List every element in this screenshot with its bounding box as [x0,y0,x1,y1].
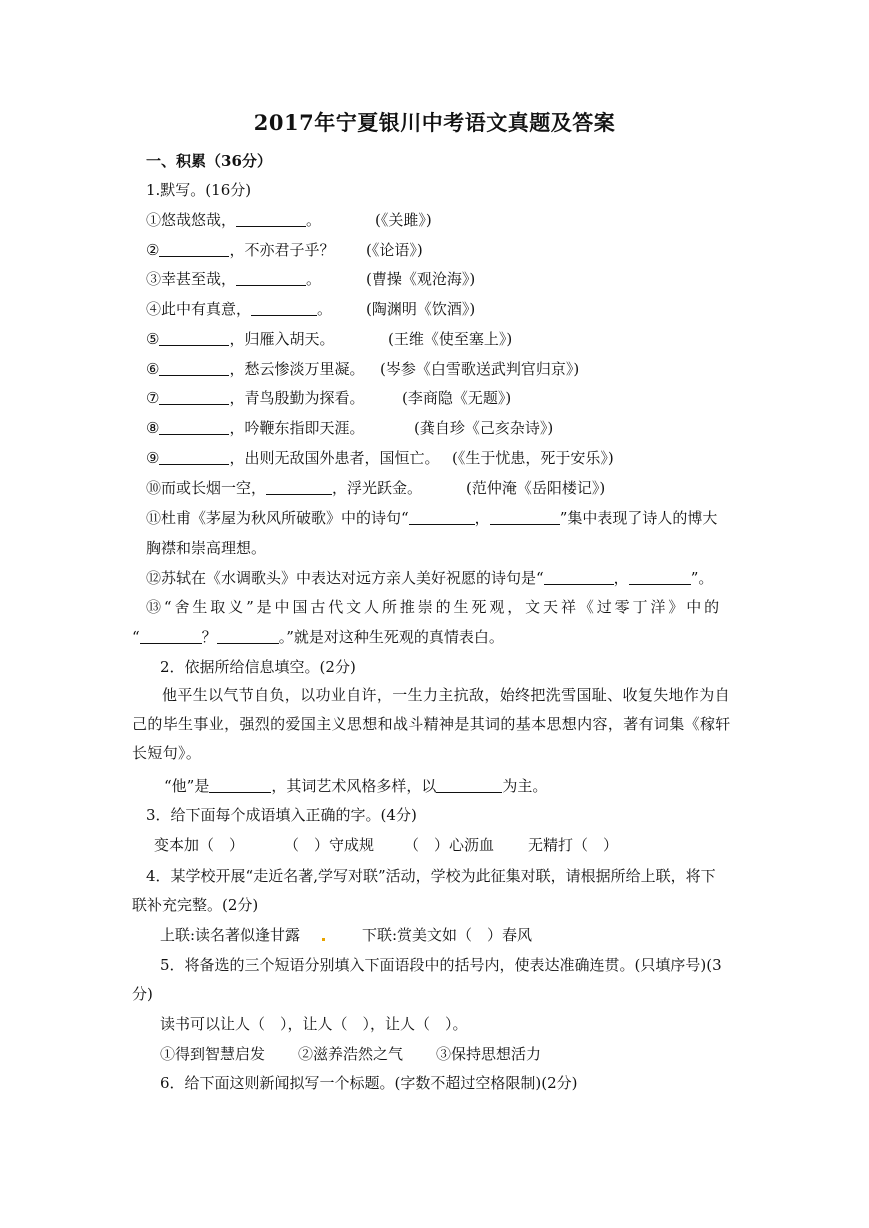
q1-item-3 [146,268,321,290]
q1-item-text: ⑥ [146,360,160,378]
q1-item-text: ③幸甚至哉， [146,270,237,288]
q1-item-text: ⑤ [146,330,160,348]
question-2-passage: 他平生以气节自负，以功业自许，一生力主抗敌，始终把洗雪国耻、收复失地作为自己的毕生事业，强烈的爱国主义思想和战斗精神是其词的基本思想内容，著有词集《稼轩长短句》。 [132,686,731,762]
q1-item-text: 。 [306,270,322,288]
q1-item-text: 。”就是对这种生死观的真情表白。 [278,628,504,646]
q1-item-5 [146,328,334,350]
q1-item-13: ⑬“舍生取义”是中国古代文人所推崇的生死观，文天祥《过零丁洋》中的 [146,598,723,616]
q1-source: (《论语》) [366,241,423,259]
answer-blank[interactable] [236,269,306,286]
q2-text: ，其词艺术风格多样，以 [271,777,437,795]
answer-blank[interactable] [159,240,229,257]
answer-blank[interactable] [159,359,229,376]
couplet-lower: 下联:赏美文如（ ）春风 [362,926,533,944]
emphasis-dot [322,938,325,941]
q1-source: (王维《使至塞上》) [388,330,513,348]
q1-item-text: ⑦ [146,389,160,407]
q1-item-10 [146,477,422,499]
question-3-heading: 3．给下面每个成语填入正确的字。(4分) [146,806,417,824]
q1-item-text: ，出则无敌国外患者，国恒亡。 [229,449,440,467]
q1-item-6 [146,358,364,380]
q1-item-text: ”。 [690,569,714,587]
q1-source: (岑参《白雪歌送武判官归京》) [380,360,580,378]
answer-blank[interactable] [490,508,560,525]
question-4-heading-cont: 联补充完整。(2分) [132,896,259,914]
answer-blank[interactable] [159,418,229,435]
q1-item-text: ⑪杜甫《茅屋为秋风所破歌》中的诗句“ [146,509,409,527]
q1-item-text: ④此中有真意， [146,300,252,318]
answer-blank[interactable] [159,448,229,465]
q1-source: (龚自珍《己亥杂诗》) [414,419,554,437]
q1-item-text: “ [132,628,140,646]
q1-item-9 [146,447,439,469]
question-1-heading: 1.默写。(16分) [146,181,252,199]
idiom-item: 变本加（ ） [154,836,245,854]
q1-item-2 [146,239,334,261]
idiom-item: （ ）守成规 [284,836,375,854]
q1-source: (陶渊明《饮酒》) [366,300,476,318]
answer-blank[interactable] [217,627,279,644]
q1-item-text: ”集中表现了诗人的博大 [559,509,718,527]
answer-blank[interactable] [159,388,229,405]
q1-item-text: 。 [317,300,333,318]
q1-item-text: ⑨ [146,449,160,467]
q1-item-13-cont [132,626,504,648]
q1-item-text: ①悠哉悠哉， [146,211,237,229]
question-5-heading-cont: 分) [132,985,153,1003]
q1-item-text: ，不亦君子乎？ [229,241,335,259]
q1-item-text: 。 [306,211,322,229]
q1-item-text: ，青鸟殷勤为探看。 [229,389,365,407]
q1-item-text: ，愁云惨淡万里凝。 [229,360,365,378]
answer-blank[interactable] [140,627,202,644]
answer-blank[interactable] [251,299,317,316]
question-5-sentence: 读书可以让人（ ），让人（ ），让人（ ）。 [160,1015,468,1033]
section-heading: 一、积累（36分） [146,152,272,170]
q1-item-text: ？ [201,628,217,646]
option-item: ①得到智慧启发 [160,1045,266,1063]
q1-source: (《关雎》) [375,211,432,229]
option-item: ③保持思想活力 [436,1045,542,1063]
q1-item-12 [146,567,713,589]
option-item: ②滋养浩然之气 [298,1045,404,1063]
answer-blank[interactable] [544,568,614,585]
answer-blank[interactable] [159,329,229,346]
q1-item-text: ，吟鞭东指即天涯。 [229,419,365,437]
idiom-item: （ ）心沥血 [404,836,495,854]
answer-blank[interactable] [629,568,691,585]
q2-text: 为主。 [502,777,548,795]
q1-item-7 [146,387,364,409]
q1-item-text: ，归雁入胡天。 [229,330,335,348]
question-4-heading: 4．某学校开展“走近名著,学写对联”活动，学校为此征集对联，请根据所给上联，将下 [146,867,716,885]
q1-item-text: ⑧ [146,419,160,437]
q1-source: (范仲淹《岳阳楼记》) [466,479,606,497]
question-5-heading: 5．将备选的三个短语分别填入下面语段中的括号内，使表达准确连贯。(只填序号)(3 [160,956,722,974]
q1-item-text: ⑫苏轼在《水调歌头》中表达对远方亲人美好祝愿的诗句是“ [146,569,544,587]
q1-item-text: ， [613,569,629,587]
q2-text: “他”是 [164,777,210,795]
q1-item-text: ② [146,241,160,259]
q1-item-4 [146,298,332,320]
answer-blank[interactable] [236,210,306,227]
question-2-heading: 2．依据所给信息填空。(2分) [160,658,356,676]
q1-item-8 [146,417,364,439]
q1-item-11-cont: 胸襟和崇高理想。 [146,539,267,557]
answer-blank[interactable] [436,776,502,793]
q1-item-11 [146,507,717,529]
q1-item-1 [146,209,321,231]
q1-item-text: ，浮光跃金。 [332,479,423,497]
q1-source: (曹操《观沧海》) [366,270,476,288]
q1-source: (李商隐《无题》) [402,389,512,407]
q1-item-text: ， [474,509,490,527]
q1-source: (《生于忧患，死于安乐》) [452,449,614,467]
question-2-fill [164,775,547,797]
q1-item-text: ⑩而或长烟一空， [146,479,267,497]
answer-blank[interactable] [266,478,332,495]
document-title: 2017年宁夏银川中考语文真题及答案 [253,110,616,135]
question-6-heading: 6．给下面这则新闻拟写一个标题。(字数不超过空格限制)(2分) [160,1074,578,1092]
answer-blank[interactable] [409,508,475,525]
couplet-upper: 上联:读名著似逢甘露 [160,926,301,944]
answer-blank[interactable] [209,776,271,793]
idiom-item: 无精打（ ） [528,836,619,854]
